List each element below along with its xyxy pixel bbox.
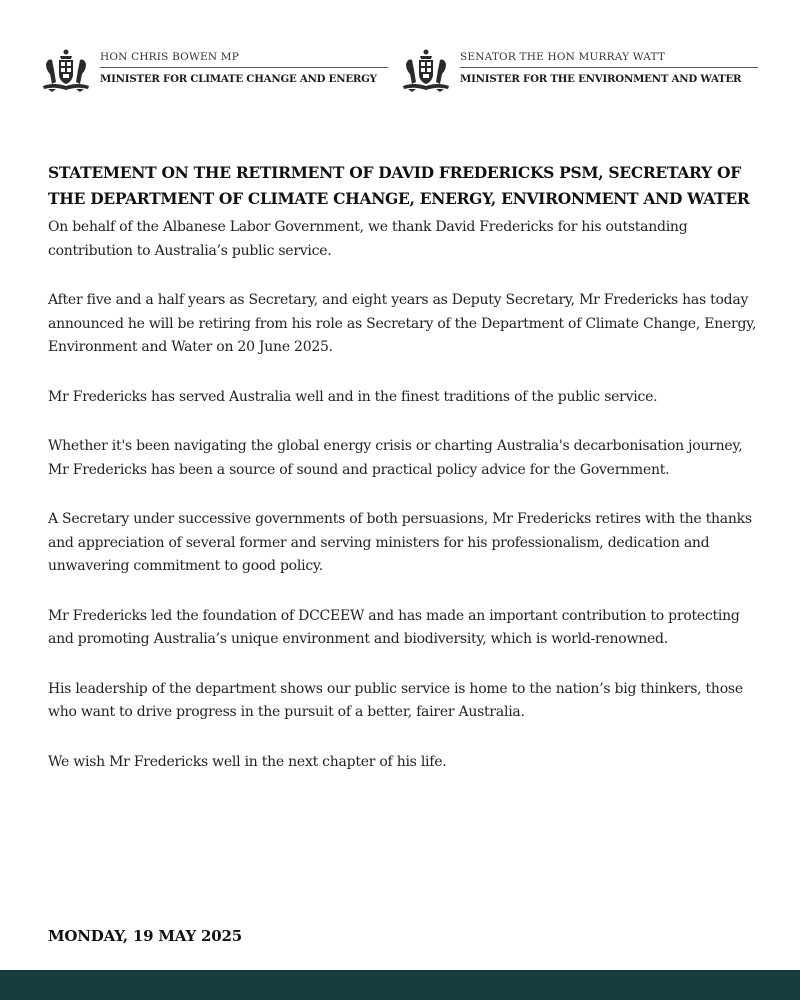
minister-block-bowen — [38, 44, 388, 98]
minister-name: SENATOR THE HON MURRAY WATT — [460, 51, 758, 68]
minister-title: MINISTER FOR THE ENVIRONMENT AND WATER — [460, 73, 742, 85]
minister-block-watt — [398, 44, 758, 98]
paragraph: A Secretary under successive governments of both persuasions, Mr Fredericks retires with the thanks and appreciation of several former and serving ministers for his professionalism, dedication and unwavering commitment to good policy. — [48, 511, 752, 574]
paragraph: Mr Fredericks has served Australia well and in the finest traditions of the public service. — [48, 388, 658, 405]
letterhead — [38, 44, 768, 98]
minister-title: MINISTER FOR CLIMATE CHANGE AND ENERGY — [100, 73, 377, 85]
statement-body — [48, 160, 766, 800]
footer-bar — [0, 970, 800, 1000]
coat-of-arms-icon — [38, 48, 94, 94]
paragraph: Whether it's been navigating the global energy crisis or charting Australia's decarbonisation journey, Mr Fredericks has been a source of sound and practical policy advice for the Government. — [48, 438, 743, 478]
statement-date: MONDAY, 19 MAY 2025 — [48, 927, 242, 945]
coat-of-arms-icon — [398, 48, 454, 94]
paragraph: On behalf of the Albanese Labor Government, we thank David Fredericks for his outstanding contribution to Australia’s public service. — [48, 219, 688, 259]
paragraph: Mr Fredericks led the foundation of DCCEEW and has made an important contribution to protecting and promoting Australia’s unique environment and biodiversity, which is world-renowned. — [48, 607, 740, 647]
statement-title: STATEMENT ON THE RETIRMENT OF DAVID FREDERICKS PSM, SECRETARY OF THE DEPARTMENT OF CLIMATE CHANGE, ENERGY, ENVIRONMENT AND WATER — [48, 163, 750, 208]
minister-name: HON CHRIS BOWEN MP — [100, 51, 388, 68]
paragraph: We wish Mr Fredericks well in the next chapter of his life. — [48, 753, 447, 770]
paragraph: After five and a half years as Secretary, and eight years as Deputy Secretary, Mr Fredericks has today announced he will be retiring from his role as Secretary of the Department of Climate Change, Energy, Environment and Water on 20 June 2025. — [48, 292, 757, 355]
paragraph: His leadership of the department shows our public service is home to the nation’s big thinkers, those who want to drive progress in the pursuit of a better, fairer Australia. — [48, 680, 743, 720]
